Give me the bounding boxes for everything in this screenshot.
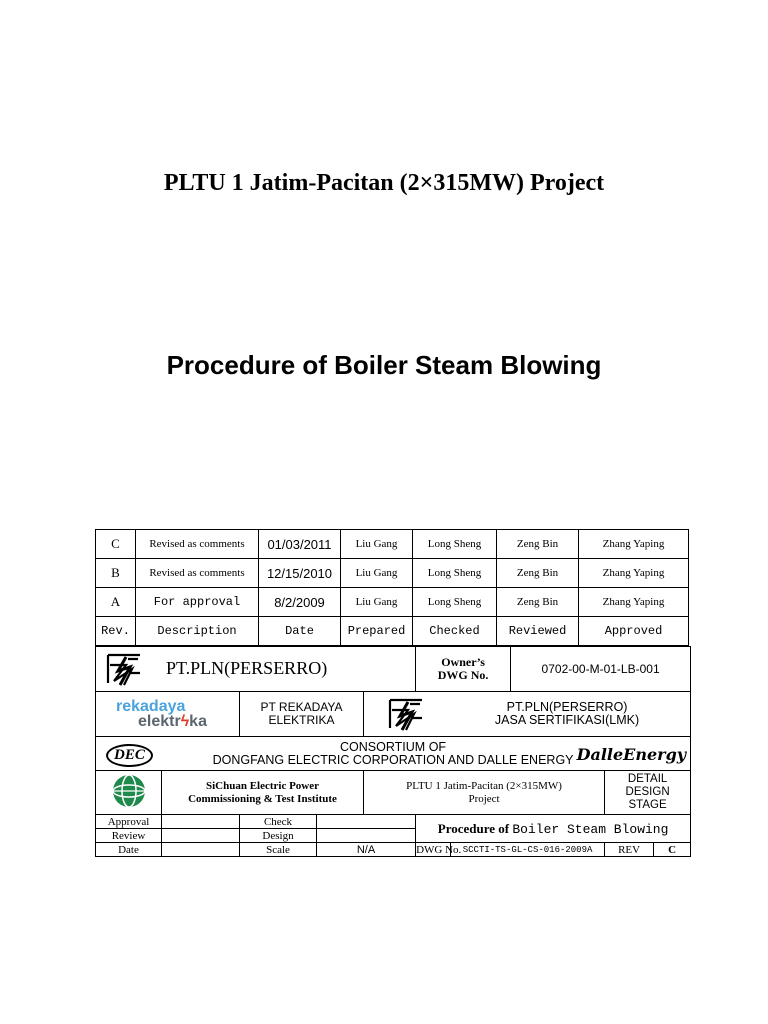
prepared-cell: Liu Gang: [341, 559, 413, 588]
consortium-row: [96, 737, 691, 771]
approval-value: [162, 815, 240, 829]
prepared-cell: Liu Gang: [341, 530, 413, 559]
reviewed-cell: Zeng Bin: [497, 588, 579, 617]
checked-cell: Long Sheng: [413, 588, 497, 617]
check-value: [317, 815, 416, 829]
stage-line2: STAGE: [628, 799, 667, 811]
dalle-energy-logo: DalleEnergy: [576, 745, 687, 764]
contractor-row: [96, 692, 691, 737]
checked-cell: Long Sheng: [413, 559, 497, 588]
rekadaya-name: [240, 692, 364, 737]
owner-dwg-number: 0702-00-M-01-LB-001: [511, 647, 691, 692]
checked-header: Checked: [413, 617, 497, 646]
description-cell: Revised as comments: [136, 559, 259, 588]
consortium-line1: CONSORTIUM OF: [340, 739, 447, 754]
reviewed-cell: Zeng Bin: [497, 530, 579, 559]
description-header: Description: [136, 617, 259, 646]
prepared-cell: Liu Gang: [341, 588, 413, 617]
title-block: [95, 646, 691, 857]
date-cell: 8/2/2009: [259, 588, 341, 617]
institute-row: [96, 771, 691, 815]
globe-icon: [107, 799, 151, 813]
pln-logo-icon: [104, 651, 144, 691]
rekadaya-logo-line2: [116, 714, 239, 729]
rev-cell: B: [96, 559, 136, 588]
prepared-header: Prepared: [341, 617, 413, 646]
reviewed-cell: Zeng Bin: [497, 559, 579, 588]
revision-rows: [96, 530, 689, 646]
rev-header: Rev.: [96, 617, 136, 646]
rekadaya-logo-text-b: ka: [189, 713, 207, 730]
project-line2: Project: [468, 792, 500, 805]
review-label: Review: [96, 829, 162, 843]
procedure-name: Boiler Steam Blowing: [512, 821, 669, 837]
approved-cell: Zhang Yaping: [579, 559, 689, 588]
dwg-label: DWG No.: [416, 843, 462, 856]
rekadaya-logo-text-a: elektr: [138, 713, 181, 730]
project-name: [364, 771, 605, 815]
rev-cell: A: [96, 588, 136, 617]
rekadaya-name-line2: ELEKTRIKA: [268, 713, 335, 727]
approval-row: [96, 815, 691, 829]
pln-lmk-line1: PT.PLN(PERSERRO): [506, 700, 628, 714]
rev-cell: C: [96, 530, 136, 559]
procedure-prefix: Procedure of: [437, 820, 513, 836]
consortium-cell: [96, 737, 691, 771]
owner-name: PT.PLN(PERSERRO): [166, 658, 328, 678]
sichuan-logo-cell: [96, 771, 162, 815]
review-value: [162, 829, 240, 843]
pln-lmk-cell: [364, 692, 691, 737]
revision-row: [96, 588, 689, 617]
rekadaya-name-line1: PT REKADAYA: [260, 700, 343, 714]
document-title: PLTU 1 Jatim-Pacitan (2×315MW) Project: [163, 170, 605, 196]
scale-label: Scale: [240, 843, 317, 857]
dec-logo: DEC: [106, 744, 153, 767]
approved-header: Approved: [579, 617, 689, 646]
owner-dwg-label-line2: DWG No.: [437, 668, 489, 682]
rekadaya-logo: [96, 692, 240, 737]
description-cell: For approval: [136, 588, 259, 617]
scale-value: N/A: [317, 843, 416, 857]
owner-row: [96, 647, 691, 692]
design-label: Design: [240, 829, 317, 843]
stage-line1: DETAIL DESIGN: [625, 773, 670, 798]
consortium-line2: DONGFANG ELECTRIC CORPORATION AND DALLE ENERGY: [212, 752, 574, 767]
date-header: Date: [259, 617, 341, 646]
pln-lmk-line2: JASA SERTIFIKASI(LMK): [494, 713, 640, 727]
date-cell: 12/15/2010: [259, 559, 341, 588]
check-label: Check: [240, 815, 317, 829]
date-label: Date: [96, 843, 162, 857]
reviewed-header: Reviewed: [497, 617, 579, 646]
sichuan-line1: SiChuan Electric Power: [205, 779, 320, 792]
revision-table: [95, 529, 689, 646]
owner-cell: [96, 647, 416, 692]
date-row: [96, 843, 691, 857]
rekadaya-logo-line1: rekadaya: [116, 698, 186, 715]
procedure-cell: [416, 815, 691, 843]
lightning-icon: ϟ: [180, 713, 190, 730]
design-stage: [605, 771, 691, 815]
date-value: [162, 843, 240, 857]
approved-cell: Zhang Yaping: [579, 530, 689, 559]
rev-value: C: [654, 843, 691, 857]
date-cell: 01/03/2011: [259, 530, 341, 559]
project-line1: PLTU 1 Jatim-Pacitan (2×315MW): [406, 779, 562, 792]
description-cell: Revised as comments: [136, 530, 259, 559]
sichuan-line2: Commissioning & Test Institute: [188, 792, 337, 805]
revision-row: [96, 530, 689, 559]
owner-dwg-label: [416, 647, 511, 692]
checked-cell: Long Sheng: [413, 530, 497, 559]
approved-cell: Zhang Yaping: [579, 588, 689, 617]
dwg-number: SCCTI-TS-GL-CS-016-2009A: [451, 843, 605, 857]
rev-label: REV: [605, 843, 654, 857]
owner-dwg-label-line1: Owner’s: [441, 655, 485, 669]
document-subtitle: Procedure of Boiler Steam Blowing: [166, 350, 602, 380]
revision-row: [96, 559, 689, 588]
sichuan-name: [162, 771, 364, 815]
pln-logo-icon: [386, 696, 426, 736]
approval-label: Approval: [96, 815, 162, 829]
revision-header-row: [96, 617, 689, 646]
design-value: [317, 829, 416, 843]
